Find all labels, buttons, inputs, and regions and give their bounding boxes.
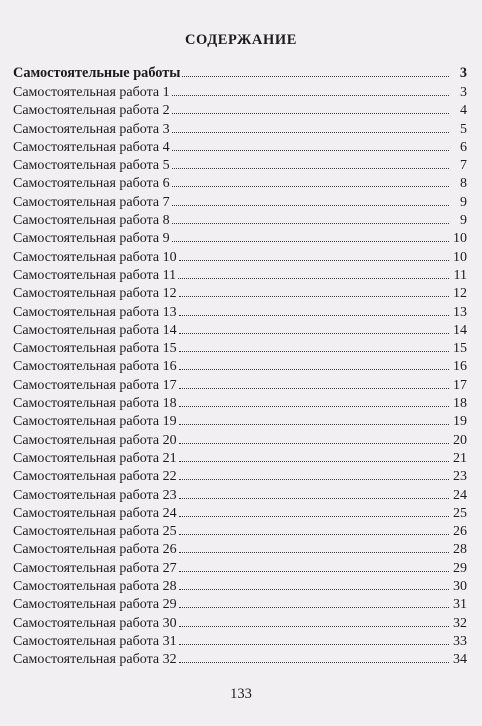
toc-item-page: 16 [453,359,467,375]
toc-item-page: 25 [453,505,467,521]
toc-item-label: Самостоятельная работа 1 [13,85,170,100]
page-title: СОДЕРЖАНИЕ [184,32,298,48]
toc-item-label: Самостоятельная работа 27 [13,560,177,576]
toc-leader-dots [178,267,449,279]
page-number: 133 [230,686,252,702]
toc-item-label: Самостоятельная работа 11 [13,267,177,283]
toc-item-page: 9 [460,213,467,229]
toc-item-row [13,413,467,431]
toc-item-label: Самостоятельная работа 26 [13,542,177,558]
toc-item-row [13,578,467,596]
toc-leader-dots [172,84,449,96]
toc-leader-dots [182,65,449,77]
toc-item-row [13,340,467,358]
toc-item-row [13,468,467,486]
toc-item-row [13,487,467,505]
toc-item-page: 13 [453,304,467,320]
toc-item-page: 28 [453,542,467,558]
toc-leader-dots [172,157,449,169]
toc-leader-dots [179,596,449,608]
toc-leader-dots [179,523,449,535]
toc-item-row [13,249,467,267]
toc-item-page: 12 [453,286,467,302]
toc-item-label: Самостоятельная работа 4 [13,139,170,155]
toc-item-page: 3 [460,85,467,100]
toc-item-label: Самостоятельная работа 16 [13,359,177,375]
toc-item-page: 8 [460,176,467,192]
toc-item-label: Самостоятельная работа 22 [13,469,177,485]
toc-item-row [13,194,467,212]
toc-item-row [13,322,467,340]
toc-item-page: 30 [453,579,467,595]
toc-item-page: 4 [460,103,467,119]
toc-section-row [13,62,467,84]
toc-item-row [13,267,467,285]
toc-item-label: Самостоятельная работа 2 [13,103,170,119]
toc-item-row [13,358,467,376]
toc-item-label: Самостоятельная работа 8 [13,213,170,229]
toc-item-label: Самостоятельная работа 25 [13,524,177,540]
toc-leader-dots [179,615,449,627]
toc-leader-dots [179,395,449,407]
toc-leader-dots [179,304,449,316]
toc-item-page: 14 [453,322,467,338]
toc-leader-dots [179,541,449,553]
toc-leader-dots [179,505,449,517]
toc-item-page: 5 [460,121,467,137]
toc-item-label: Самостоятельная работа 9 [13,231,170,247]
toc-item-row [13,633,467,651]
toc-item-label: Самостоятельная работа 5 [13,158,170,174]
toc-item-label: Самостоятельная работа 13 [13,304,177,320]
toc-item-page: 17 [453,377,467,393]
toc-leader-dots [172,212,449,224]
toc-item-row [13,541,467,559]
toc-item-label: Самостоятельная работа 17 [13,377,177,393]
toc-leader-dots [179,340,449,352]
toc-item-page: 26 [453,524,467,540]
toc-leader-dots [179,249,449,261]
toc-item-page: 11 [453,267,467,283]
toc-leader-dots [179,560,449,572]
toc-leader-dots [179,633,449,645]
toc-item-page: 23 [453,469,467,485]
toc-item-row [13,523,467,541]
toc-leader-dots [179,432,449,444]
toc-leader-dots [179,651,449,663]
toc-item-label: Самостоятельная работа 3 [13,121,170,137]
toc-item-label: Самостоятельная работа 28 [13,579,177,595]
toc-item-page: 18 [453,396,467,412]
toc-item-row [13,230,467,248]
toc-item-page: 32 [453,615,467,631]
toc-item-row [13,651,467,669]
toc-item-row [13,377,467,395]
toc-item-label: Самостоятельная работа 15 [13,341,177,357]
toc-item-row [13,139,467,157]
toc-item-page: 9 [460,194,467,210]
toc-item-page: 19 [453,414,467,430]
toc-item-label: Самостоятельная работа 31 [13,633,177,649]
toc-section-page: 3 [459,65,467,81]
toc-item-label: Самостоятельная работа 24 [13,505,177,521]
toc-item-label: Самостоятельная работа 7 [13,194,170,210]
toc-item-row [13,505,467,523]
toc-section-label: Самостоятельные работы [13,65,181,81]
toc-leader-dots [179,358,449,370]
toc-item-page: 10 [453,249,467,265]
toc-item-label: Самостоятельная работа 21 [13,450,177,466]
toc-leader-dots [172,121,449,133]
toc-item-page: 21 [453,450,467,466]
toc-leader-dots [179,377,449,389]
toc-item-page: 7 [460,158,467,174]
toc-item-row [13,121,467,139]
toc-leader-dots [172,230,449,242]
toc-item-page: 6 [460,139,467,155]
toc-item-label: Самостоятельная работа 30 [13,615,177,631]
toc-item-label: Самостоятельная работа 29 [13,597,177,613]
toc-item-page: 34 [453,652,467,668]
toc-item-label: Самостоятельная работа 19 [13,414,177,430]
toc-item-row [13,304,467,322]
toc-item-page: 20 [453,432,467,448]
toc-item-row [13,212,467,230]
toc-item-row [13,450,467,468]
toc-leader-dots [172,139,449,151]
toc-leader-dots [172,102,449,114]
toc-item-row [13,395,467,413]
toc-item-label: Самостоятельная работа 20 [13,432,177,448]
toc-item-label: Самостоятельная работа 18 [13,396,177,412]
toc-leader-dots [172,175,449,187]
toc-item-page: 10 [453,231,467,247]
toc-item-label: Самостоятельная работа 12 [13,286,177,302]
toc-item-page: 24 [453,487,467,503]
toc-leader-dots [179,487,449,499]
toc-leader-dots [179,450,449,462]
toc-item-page: 33 [453,633,467,649]
toc-item-row [13,84,467,102]
toc-item-row [13,596,467,614]
toc-leader-dots [179,285,449,297]
toc-item-label: Самостоятельная работа 32 [13,652,177,668]
toc-item-row [13,615,467,633]
toc-item-row [13,102,467,120]
toc-item-page: 31 [453,597,467,613]
toc-item-row [13,560,467,578]
toc-leader-dots [179,468,449,480]
toc-leader-dots [179,578,449,590]
toc-item-row [13,157,467,175]
toc-item-row [13,432,467,450]
toc-item-row [13,175,467,193]
toc-item-page: 15 [453,341,467,357]
toc-item-page: 29 [453,560,467,576]
toc-leader-dots [179,413,449,425]
toc-leader-dots [172,194,449,206]
toc-item-label: Самостоятельная работа 6 [13,176,170,192]
toc-item-label: Самостоятельная работа 10 [13,249,177,265]
table-of-contents [13,62,467,670]
toc-item-label: Самостоятельная работа 14 [13,322,177,338]
toc-item-row [13,285,467,303]
toc-leader-dots [179,322,449,334]
toc-item-label: Самостоятельная работа 23 [13,487,177,503]
